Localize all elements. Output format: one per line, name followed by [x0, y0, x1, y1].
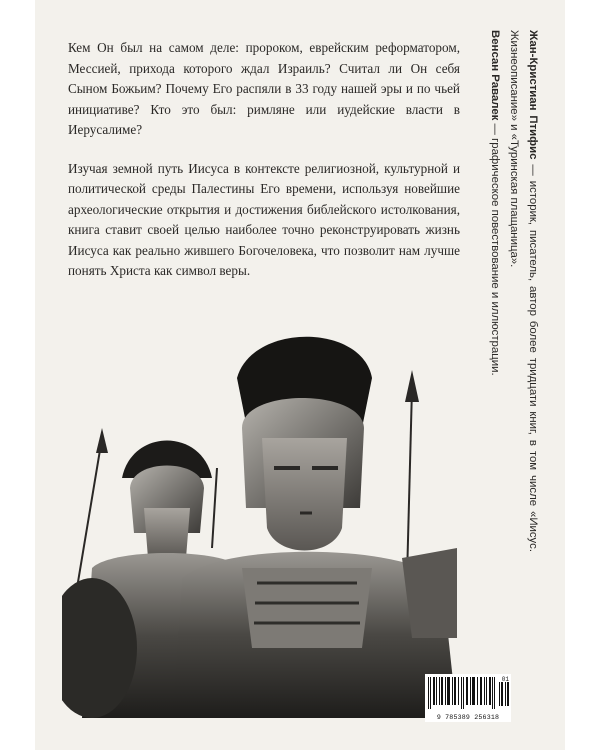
roman-soldiers-illustration: [62, 318, 457, 718]
blurb-paragraph-1: Кем Он был на самом деле: пророком, еврейским реформатором, Мессией, прихода которого ждал Израиль? Считал ли Он себя Сыном Божьим? Почему Его распяли в 33 году нашей эры и по чьей инициативе? Кто это был: римляне или иудейские власти в Иерусалиме?: [68, 40, 460, 137]
author-1-credit: [504, 30, 542, 552]
author-1-name: Жан-Кристиан Птифис: [527, 30, 539, 160]
blurb-paragraph-2: Изучая земной путь Иисуса в контексте религиозной, культурной и политической среды Палестины Его времени, используя новейшие археологические открытия и достижения библейского истолкования, книга ставит своей целью наиболее точно реконструировать жизнь Иисуса как реально жившего Богочеловека, что позволит нам лучше понять Христа как символ веры.: [68, 160, 460, 278]
barcode-addon: 01: [501, 676, 509, 683]
blurb-text: [68, 38, 460, 300]
author-1-description: — историк, писатель, автор более тридцати книг, в том числе «Иисус. Жизнеописание» и «Туринская плащаница».: [508, 30, 539, 552]
barcode: [425, 674, 511, 722]
author-2-name: Венсан Равалек: [489, 30, 501, 121]
author-2-description: — графическое повествование и иллюстрации.: [489, 120, 501, 376]
barcode-digits: 9 785389 256318: [436, 714, 500, 721]
author-2-credit: [485, 30, 504, 552]
barcode-bars-icon: [425, 674, 511, 714]
